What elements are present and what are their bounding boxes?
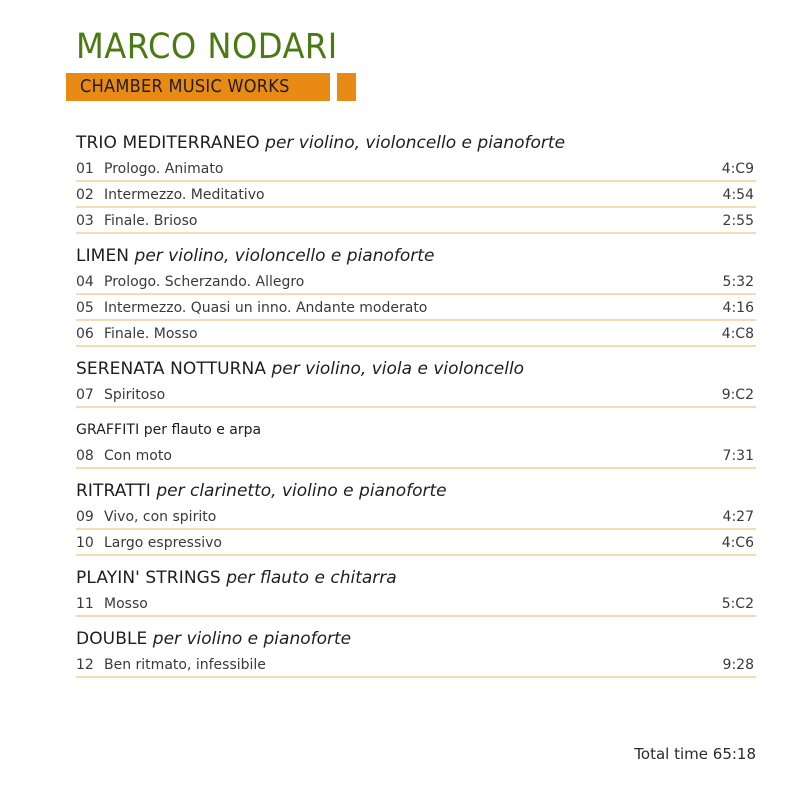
- work-instrumentation: per violino, viola e violoncello: [271, 359, 525, 379]
- work-instrumentation: per violino e pianoforte: [152, 629, 352, 649]
- track-title: Ben ritmato, infessibile: [104, 657, 266, 673]
- work-name: SERENATA NOTTURNA: [76, 359, 267, 379]
- track-number: 01: [76, 161, 94, 177]
- track-title: Prologo. Animato: [104, 161, 224, 177]
- subtitle-text: CHAMBER MUSIC WORKS: [80, 76, 290, 97]
- work-instrumentation: per flauto e arpa: [143, 422, 262, 438]
- work-title: [76, 565, 756, 591]
- work-playin-strings: [76, 565, 756, 617]
- work-name: LIMEN: [76, 246, 130, 266]
- work-title: [76, 130, 756, 156]
- track-number: 07: [76, 387, 94, 403]
- work-instrumentation: per violino, violoncello e pianoforte: [134, 246, 435, 266]
- track-number: 05: [76, 300, 94, 316]
- work-name: DOUBLE: [76, 629, 148, 649]
- track-time: 9:28: [722, 657, 754, 673]
- track-row: [76, 382, 756, 408]
- track-title: Intermezzo. Meditativo: [104, 187, 265, 203]
- track-time: 4:C6: [721, 535, 754, 551]
- track-time: 7:31: [722, 448, 754, 464]
- work-serenata-notturna: [76, 356, 756, 408]
- track-time: 4:C8: [721, 326, 754, 342]
- track-row: [76, 652, 756, 678]
- work-instrumentation: per violino, violoncello e pianoforte: [265, 133, 566, 153]
- work-title: [76, 626, 756, 652]
- track-time: 4:54: [722, 187, 754, 203]
- track-title: Spiritoso: [104, 387, 166, 403]
- subtitle-bar: [66, 73, 330, 101]
- work-title: [76, 243, 756, 269]
- work-name: GRAFFITI: [76, 422, 140, 438]
- track-title: Prologo. Scherzando. Allegro: [104, 274, 305, 290]
- track-title: Mosso: [104, 596, 148, 612]
- track-row: [76, 443, 756, 469]
- track-title: Finale. Brioso: [104, 213, 198, 229]
- track-row: [76, 530, 756, 556]
- track-number: 02: [76, 187, 94, 203]
- work-name: TRIO MEDITERRANEO: [76, 133, 260, 153]
- track-row: [76, 504, 756, 530]
- work-double: [76, 626, 756, 678]
- track-number: 03: [76, 213, 94, 229]
- track-time: 5:32: [722, 274, 754, 290]
- track-time: 2:55: [722, 213, 754, 229]
- work-instrumentation: per clarinetto, violino e pianoforte: [156, 481, 447, 501]
- track-time: 5:C2: [721, 596, 754, 612]
- track-number: 04: [76, 274, 94, 290]
- track-number: 08: [76, 448, 94, 464]
- track-time: 4:16: [722, 300, 754, 316]
- work-title: [76, 417, 756, 443]
- track-time: 4:C9: [721, 161, 754, 177]
- work-instrumentation: per flauto e chitarra: [226, 568, 397, 588]
- work-title: [76, 356, 756, 382]
- tracklist: [76, 130, 756, 687]
- total-time: Total time 65:18: [634, 745, 756, 763]
- track-title: Vivo, con spirito: [104, 509, 217, 525]
- track-row: [76, 208, 756, 234]
- track-number: 12: [76, 657, 94, 673]
- track-row: [76, 295, 756, 321]
- track-title: Con moto: [104, 448, 172, 464]
- work-graffiti: [76, 417, 756, 469]
- work-name: RITRATTI: [76, 481, 151, 501]
- work-ritratti: [76, 478, 756, 556]
- track-number: 06: [76, 326, 94, 342]
- track-row: [76, 321, 756, 347]
- track-row: [76, 269, 756, 295]
- track-number: 09: [76, 509, 94, 525]
- track-title: Intermezzo. Quasi un inno. Andante moderato: [104, 300, 428, 316]
- track-number: 10: [76, 535, 94, 551]
- work-title: [76, 478, 756, 504]
- track-time: 4:27: [722, 509, 754, 525]
- artist-name: MARCO NODARI: [76, 27, 338, 67]
- track-number: 11: [76, 596, 94, 612]
- subtitle-accent-square: [337, 73, 356, 101]
- track-title: Finale. Mosso: [104, 326, 198, 342]
- track-time: 9:C2: [721, 387, 754, 403]
- work-name: PLAYIN' STRINGS: [76, 568, 221, 588]
- work-limen: [76, 243, 756, 347]
- track-title: Largo espressivo: [104, 535, 222, 551]
- track-row: [76, 591, 756, 617]
- track-row: [76, 156, 756, 182]
- track-row: [76, 182, 756, 208]
- work-trio-mediterraneo: [76, 130, 756, 234]
